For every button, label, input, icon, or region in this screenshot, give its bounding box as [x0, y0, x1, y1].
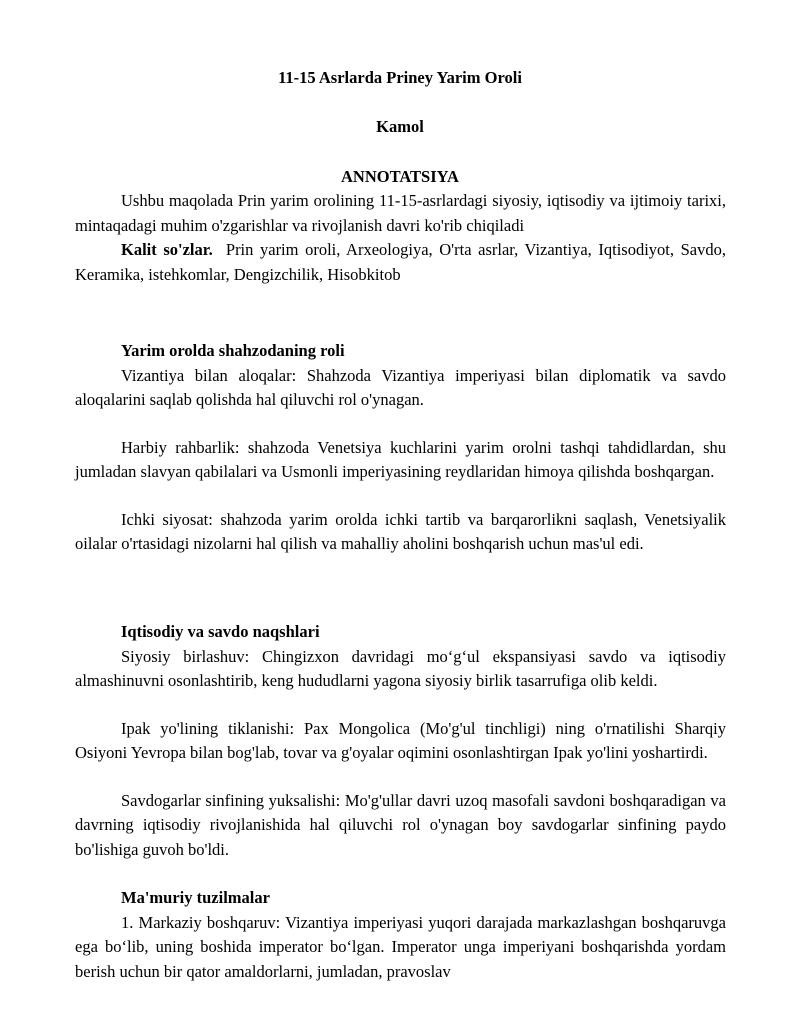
- document-title: 11-15 Asrlarda Priney Yarim Oroli: [278, 68, 522, 87]
- keywords-paragraph: [75, 238, 726, 287]
- section-prince-role: [75, 339, 726, 557]
- section-paragraph: Siyosiy birlashuv: Chingizxon davridagi mo‘g‘ul ekspansiyasi savdo va iqtisodiy almashinuvni osonlashtirib, keng hududlarni yagona siyosiy birlik tasarrufiga olib keldi.: [75, 646, 726, 690]
- section-paragraph: Ichki siyosat: shahzoda yarim orolda ichki tartib va barqarorlikni saqlash, Venetsiyalik oilalar o'rtasidagi nizolarni hal qilish va mahalliy aholini boshqarish uchun mas'ul edi.: [75, 509, 726, 553]
- section-heading: Ma'muriy tuzilmalar: [121, 888, 270, 907]
- section-paragraph: Ipak yo'lining tiklanishi: Pax Mongolica (Mo'g'ul tinchligi) ning o'rnatilishi Sharqiy Osiyoni Yevropa bilan bog'lab, tovar va g'oyalar oqimini osonlashtirgan Ipak yo'lini yoshartirdi.: [75, 718, 726, 762]
- paragraph-gap: [75, 485, 726, 508]
- section-heading: Iqtisodiy va savdo naqshlari: [121, 622, 320, 641]
- keywords-text: Prin yarim oroli, Arxeologiya, O'rta asrlar, Vizantiya, Iqtisodiyot, Savdo, Keramika, istehkomlar, Dengizchilik, Hisobkitob: [75, 240, 726, 284]
- section-paragraph: Harbiy rahbarlik: shahzoda Venetsiya kuchlarini yarim orolni tashqi tahdidlardan, shu jumladan slavyan qabilalari va Usmonli imperiyasining reydlaridan himoya qilishda boshqargan.: [75, 437, 726, 481]
- paragraph-gap: [75, 766, 726, 789]
- paragraph-gap: [75, 694, 726, 717]
- keywords-label: Kalit so'zlar.: [121, 240, 213, 259]
- annotation-heading: ANNOTATSIYA: [341, 167, 459, 186]
- annotation-block: [75, 189, 726, 287]
- document-author: Kamol: [376, 117, 424, 136]
- section-paragraph: Savdogarlar sinfining yuksalishi: Mo'g'ullar davri uzoq masofali savdoni boshqaradigan va davrning iqtisodiy rivojlanishida hal qiluvchi rol o'ynagan boy savdogarlar sinfining paydo bo'lishiga guvoh bo'ldi.: [75, 790, 726, 859]
- section-administration: [75, 886, 726, 984]
- section-heading: Yarim orolda shahzodaning roli: [121, 341, 345, 360]
- paragraph-gap: [75, 413, 726, 436]
- section-paragraph: Vizantiya bilan aloqalar: Shahzoda Vizantiya imperiyasi bilan diplomatik va savdo aloqalarini saqlab qolishda hal qiluvchi rol o'ynagan.: [75, 365, 726, 409]
- annotation-text: Ushbu maqolada Prin yarim orolining 11-15-asrlardagi siyosiy, iqtisodiy va ijtimoiy tarixi, mintaqadagi muhim o'zgarishlar va rivojlanish davri ko'rib chiqiladi: [75, 191, 726, 235]
- section-paragraph: 1. Markaziy boshqaruv: Vizantiya imperiyasi yuqori darajada markazlashgan boshqaruvga ega bo‘lib, uning boshida imperator bo‘lgan. Imperator unga imperiyani boshqarishda yordam berish uchun bir qator amaldorlarni, jumladan, pravoslav: [75, 912, 726, 981]
- section-economy-trade: [75, 620, 726, 862]
